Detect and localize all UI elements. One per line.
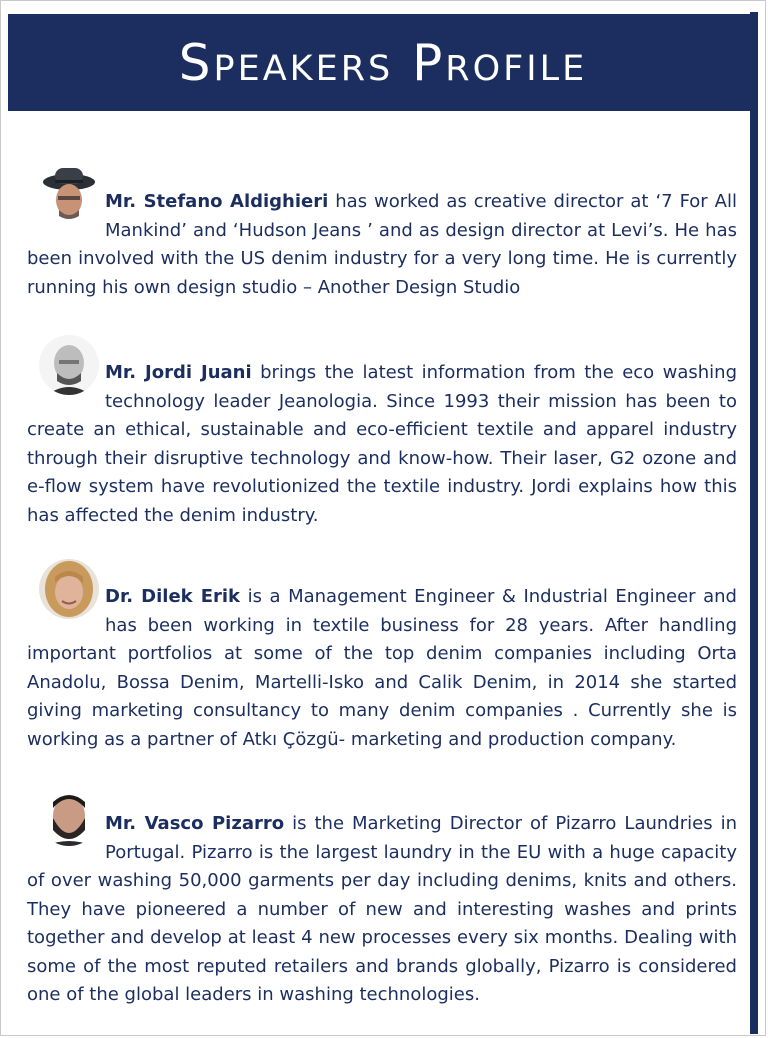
avatar-container [27,786,105,848]
speaker-bio: has worked as creative director at ‘7 For All Mankind’ and ‘Hudson Jeans ’ and as design director at Levi’s. He has been involved with the US denim industry for a very long time. He is currently running his own design studio – Another Design Studio [27,191,737,298]
speaker-name: Dr. Dilek Erik [105,586,241,607]
speaker-name: Mr. Jordi Juani [105,362,252,383]
title-banner [8,14,758,111]
man-with-hat-avatar-icon [39,164,99,224]
avatar-container [27,164,105,226]
speaker-profile [27,559,737,754]
speaker-name: Mr. Stefano Aldighieri [105,191,329,212]
page [4,4,762,1034]
speaker-profile [27,164,737,302]
woman-blonde-avatar-icon [39,559,99,619]
bearded-man-avatar-icon [39,786,99,846]
speaker-profile [27,786,737,1010]
speaker-bio: brings the latest information from the eco washing technology leader Jeanologia. Since 1993 their mission has been to create an ethical, sustainable and eco-efficient textile and apparel industry through their disruptive technology and know-how. Their laser, G2 ozone and e-flow system have revolutionized the textile industry. Jordi explains how this has affected the denim industry. [27,362,737,526]
speaker-bio: is the Marketing Director of Pizarro Laundries in Portugal. Pizarro is the largest laundry in the EU with a huge capacity of over washing 50,000 garments per day including denims, knits and others. They have pioneered a number of new and interesting washes and prints together and develop at least 4 new processes every six months. Dealing with some of the most reputed retailers and brands globally, Pizarro is considered one of the global leaders in washing technologies. [27,813,737,1005]
bald-man-avatar-icon [39,335,99,395]
right-accent-bar [750,12,758,1034]
speaker-profile [27,335,737,530]
speaker-bio: is a Management Engineer & Industrial Engineer and has been working in textile business for 28 years. After handling important portfolios at some of the top denim companies including Orta Anadolu, Bossa Denim, Martelli-Isko and Calik Denim, in 2014 she started giving marketing consultancy to many denim companies . Currently she is working as a partner of Atkı Çözgü- marketing and production company. [27,586,737,750]
page-title: Speakers Profile [178,33,588,92]
avatar-container [27,335,105,397]
speaker-name: Mr. Vasco Pizarro [105,813,285,834]
avatar-container [27,559,105,621]
